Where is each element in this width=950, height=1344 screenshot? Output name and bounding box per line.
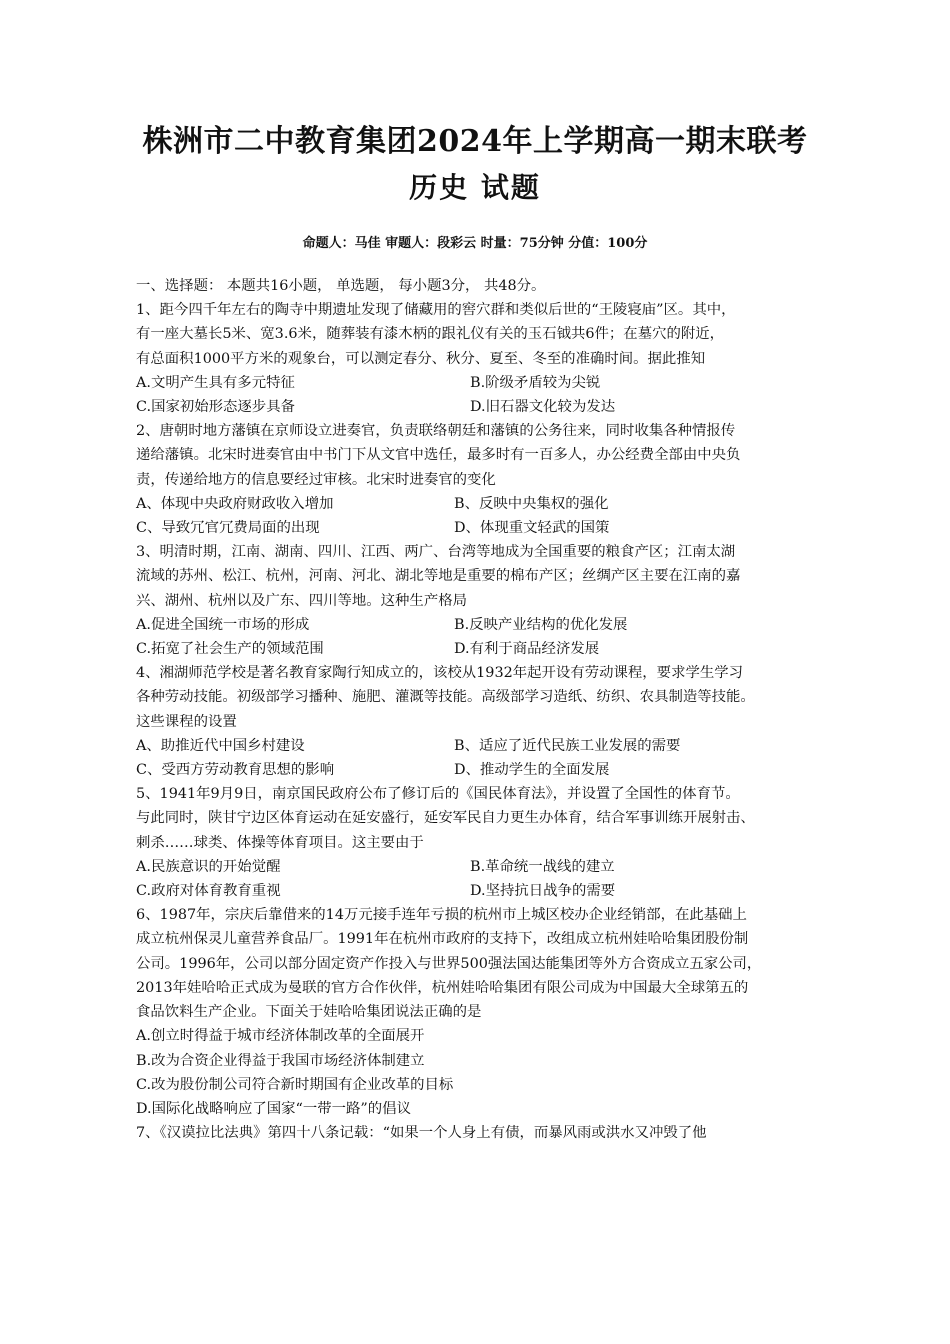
question-text-line: 5、1941年9月9日，南京国民政府公布了修订后的《国民体育法》，并设置了全国性的体育节。 [136, 786, 740, 803]
option-a: A.促进全国统一市场的形成 [136, 616, 310, 633]
question-text-line: 2、唐朝时地方藩镇在京师设立进奏官，负责联络朝廷和藩镇的公务往来，同时收集各种情报传 [136, 423, 736, 440]
option-c: C.改为股份制公司符合新时期国有企业改革的目标 [136, 1076, 454, 1093]
option-d: D、体现重文轻武的国策 [454, 520, 610, 537]
question-text-line: 有总面积1000平方米的观象台，可以测定春分、秋分、夏至、冬至的准确时间。据此推知 [136, 350, 706, 367]
option-c: C、导致冗官冗费局面的出现 [136, 520, 320, 537]
option-a: A.创立时得益于城市经济体制改革的全面展开 [136, 1028, 425, 1045]
question-2 [136, 419, 826, 540]
option-b: B.阶级矛盾较为尖锐 [470, 374, 601, 391]
question-text-line: 兴、湖州、杭州以及广东、四川等地。这种生产格局 [136, 592, 467, 609]
option-b: B.革命统一战线的建立 [470, 858, 615, 875]
question-6 [136, 903, 826, 1121]
question-text-line: 递给藩镇。北宋时进奏官由中书门下从文官中选任，最多时有一百多人，办公经费全部由中央负 [136, 447, 741, 464]
option-c: C.政府对体育教育重视 [136, 883, 281, 900]
option-a: A.民族意识的开始觉醒 [136, 858, 281, 875]
question-text-line: 食品饮料生产企业。下面关于娃哈哈集团说法正确的是 [136, 1004, 482, 1021]
option-b: B、反映中央集权的强化 [454, 495, 609, 512]
option-a: A.文明产生具有多元特征 [136, 374, 295, 391]
option-a: A、体现中央政府财政收入增加 [136, 495, 334, 512]
option-d: D.有利于商品经济发展 [454, 641, 600, 658]
exam-title: 株洲市二中教育集团2024年上学期高一期末联考 [142, 124, 808, 159]
question-text-line: 各种劳动技能。初级部学习播种、施肥、灌溉等技能。高级部学习造纸、纺织、农具制造等技能。 [136, 689, 755, 706]
question-text-line: 2013年娃哈哈正式成为曼联的官方合作伙伴，杭州娃哈哈集团有限公司成为中国最大全球第五的 [136, 979, 749, 996]
question-text-line: 成立杭州保灵儿童营养食品厂。1991年在杭州市政府的支持下，改组成立杭州娃哈哈集团股份制 [136, 931, 749, 948]
section-heading: 一、选择题： 本题共16小题， 单选题， 每小题3分， 共48分。 [136, 278, 546, 294]
question-4 [136, 661, 826, 782]
option-b: B.改为合资企业得益于我国市场经济体制建立 [136, 1052, 425, 1069]
option-d: D.旧石器文化较为发达 [470, 399, 616, 416]
option-c: C.拓宽了社会生产的领域范围 [136, 641, 324, 658]
option-b: B、适应了近代民族工业发展的需要 [454, 737, 681, 754]
option-a: A、助推近代中国乡村建设 [136, 737, 305, 754]
question-text-line: 6、1987年，宗庆后靠借来的14万元接手连年亏损的杭州市上城区校办企业经销部，在此基础上 [136, 907, 747, 924]
exam-meta: 命题人：马佳 审题人：段彩云 时量：75分钟 分值：100分 [302, 236, 648, 251]
question-text-line: 责，传递给地方的信息要经过审核。北宋时进奏官的变化 [136, 471, 496, 488]
option-b: B.反映产业结构的优化发展 [454, 616, 628, 633]
exam-body [136, 274, 826, 1145]
question-text-line: 与此同时，陕甘宁边区体育运动在延安盛行，延安军民自力更生办体育，结合军事训练开展射击、 [136, 810, 755, 827]
option-c: C.国家初始形态逐步具备 [136, 399, 295, 416]
question-text-line: 有一座大墓长5米、宽3.6米，随葬装有漆木柄的跟礼仪有关的玉石钺共6件；在墓穴的附近， [136, 326, 725, 343]
question-text-line: 1、距今四千年左右的陶寺中期遗址发现了储藏用的窖穴群和类似后世的“王陵寝庙”区。其中， [136, 302, 736, 319]
question-text-line: 3、明清时期，江南、湖南、四川、江西、两广、台湾等地成为全国重要的粮食产区；江南太湖 [136, 544, 736, 561]
question-text-line: 刺杀……球类、体操等体育项目。这主要由于 [136, 834, 424, 851]
question-text-line: 公司。1996年，公司以部分固定资产作投入与世界500强法国达能集团等外方合资成立五家公司， [136, 955, 762, 972]
option-d: D.坚持抗日战争的需要 [470, 883, 616, 900]
question-5 [136, 782, 826, 903]
option-d: D、推动学生的全面发展 [454, 762, 610, 779]
question-7 [136, 1121, 826, 1145]
option-d: D.国际化战略响应了国家“一带一路”的倡议 [136, 1100, 411, 1117]
question-text-line: 7、《汉谟拉比法典》第四十八条记载：“如果一个人身上有债，而暴风雨或洪水又冲毁了他 [136, 1125, 707, 1142]
question-text-line: 4、湘湖师范学校是著名教育家陶行知成立的，该校从1932年起开设有劳动课程，要求学生学习 [136, 665, 744, 682]
question-1 [136, 298, 826, 419]
option-c: C、受西方劳动教育思想的影响 [136, 762, 335, 779]
question-text-line: 这些课程的设置 [136, 713, 237, 730]
exam-subtitle: 历史 试题 [409, 171, 541, 204]
question-3 [136, 540, 826, 661]
question-text-line: 流域的苏州、松江、杭州，河南、河北、湖北等地是重要的棉布产区；丝绸产区主要在江南的嘉 [136, 568, 741, 585]
